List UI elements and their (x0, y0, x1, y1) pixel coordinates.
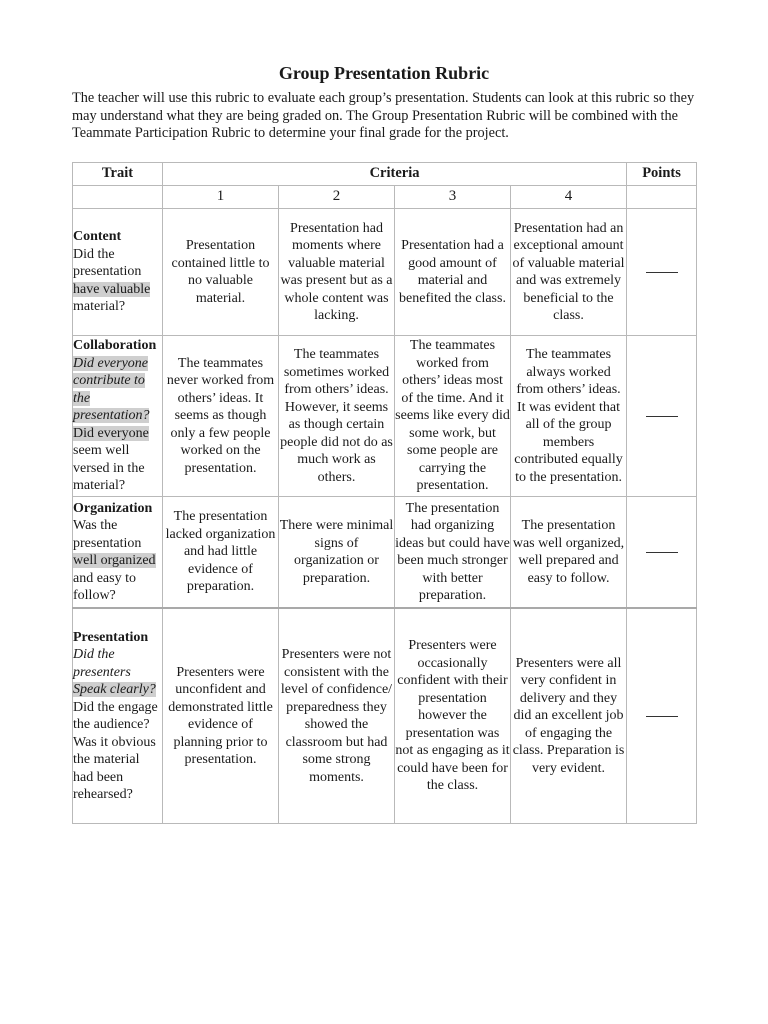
trait-cell (73, 608, 163, 824)
points-line (646, 415, 678, 417)
points-header: Points (627, 163, 697, 186)
level-1-header: 1 (163, 186, 279, 209)
trait-question: Was the presentation well organized and easy to follow? (73, 518, 156, 603)
criteria-cell-1: The teammates never worked from others’ ideas. It seems as though only a few people worked on the presentation. (163, 336, 279, 497)
criteria-cell-3: Presenters were occasionally confident with their presentation however the presentation was not as engaging as it could have been for the class. (395, 608, 511, 824)
criteria-cell-2: Presentation had moments where valuable material was present but as a whole content was lacking. (279, 209, 395, 336)
level-2-header: 2 (279, 186, 395, 209)
criteria-cell-2: The teammates sometimes worked from others’ ideas. However, it seems as though certain people did not do as much work as others. (279, 336, 395, 497)
criteria-cell-1: Presenters were unconfident and demonstrated little evidence of planning prior to presentation. (163, 608, 279, 824)
table-row (73, 497, 697, 609)
trait-name: Presentation (73, 629, 149, 645)
points-line (646, 551, 678, 553)
criteria-cell-4: The presentation was well organized, well prepared and easy to follow. (511, 497, 627, 609)
rubric-table (72, 162, 697, 824)
criteria-header: Criteria (163, 163, 627, 186)
points-blank[interactable] (627, 608, 697, 824)
points-blank[interactable] (627, 336, 697, 497)
trait-cell (73, 209, 163, 336)
intro-paragraph: The teacher will use this rubric to evaluate each group’s presentation. Students can look at this rubric so they may understand what they are being graded on. The Group Presentation Rubric will be combined with the Teammate Participation Rubric to determine your final grade for the project. (72, 90, 695, 141)
trait-name: Organization (73, 500, 153, 516)
trait-question: Did the presenters Speak clearly? Did the engage the audience? Was it obvious the material had been rehearsed? (73, 647, 158, 802)
criteria-cell-2: Presenters were not consistent with the level of confidence/ preparedness they showed the classroom but had some strong moments. (279, 608, 395, 824)
trait-name: Content (73, 229, 122, 245)
level-3-header: 3 (395, 186, 511, 209)
criteria-cell-4: Presenters were all very confident in delivery and they did an excellent job of engaging the class. Preparation is very evident. (511, 608, 627, 824)
points-line (646, 715, 678, 717)
page-title: Group Presentation Rubric (278, 63, 490, 83)
criteria-cell-3: Presentation had a good amount of material and benefited the class. (395, 209, 511, 336)
trait-question: Did the presentation have valuable material? (73, 246, 151, 315)
table-row (73, 608, 697, 824)
points-blank[interactable] (627, 497, 697, 609)
level-4-header: 4 (511, 186, 627, 209)
trait-header: Trait (73, 163, 163, 186)
trait-cell (73, 336, 163, 497)
table-row (73, 209, 697, 336)
trait-spacer-cell (73, 186, 163, 209)
trait-name: Collaboration (73, 338, 157, 354)
points-spacer-cell (627, 186, 697, 209)
criteria-cell-1: Presentation contained little to no valuable material. (163, 209, 279, 336)
points-blank[interactable] (627, 209, 697, 336)
criteria-cell-4: Presentation had an exceptional amount of valuable material and was extremely beneficial to the class. (511, 209, 627, 336)
trait-question: Did everyone contribute to the presentation? Did everyone seem well versed in the material? (73, 355, 150, 494)
criteria-cell-3: The presentation had organizing ideas but could have been much stronger with better preparation. (395, 497, 511, 609)
table-row (73, 336, 697, 497)
points-line (646, 271, 678, 273)
criteria-cell-1: The presentation lacked organization and had little evidence of preparation. (163, 497, 279, 609)
criteria-cell-3: The teammates worked from others’ ideas most of the time. And it seems like every did some work, but some people are carrying the presentation. (395, 336, 511, 497)
trait-cell (73, 497, 163, 609)
criteria-cell-4: The teammates always worked from others’ ideas. It was evident that all of the group members contributed equally to the presentation. (511, 336, 627, 497)
criteria-cell-2: There were minimal signs of organization or preparation. (279, 497, 395, 609)
